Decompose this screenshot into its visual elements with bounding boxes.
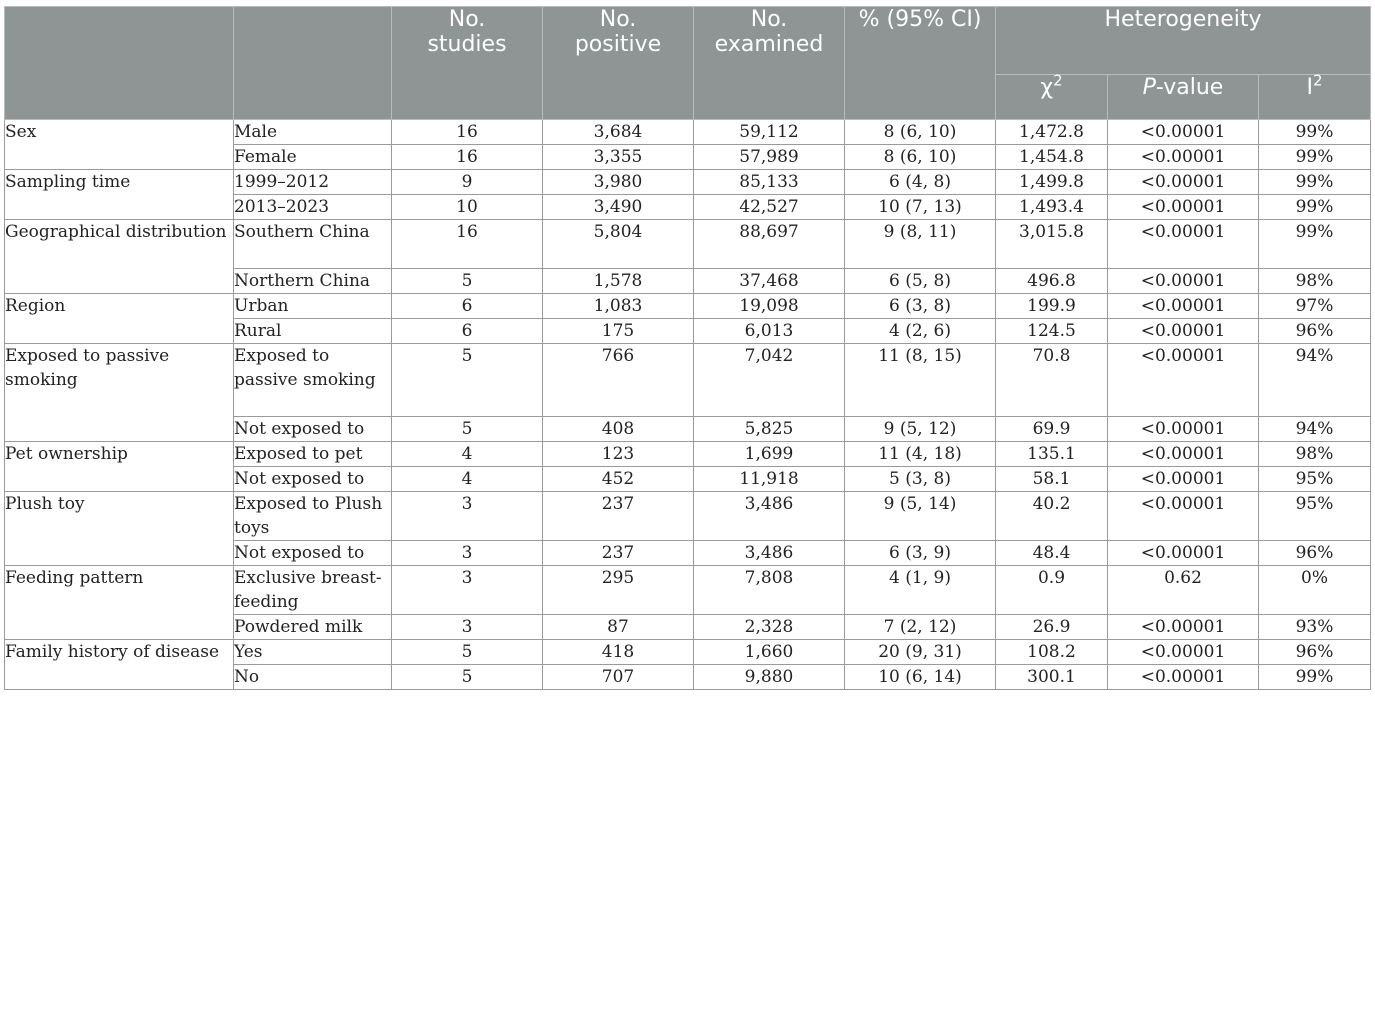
cell-i-squared: 96% [1259,541,1371,566]
cell-chi-square: 1,454.8 [996,145,1108,170]
cell-percent-ci: 11 (4, 18) [845,442,996,467]
cell-i-squared: 94% [1259,417,1371,442]
subgroup-label: Exposed to Plush toys [234,492,392,541]
cell-p-value: <0.00001 [1108,294,1259,319]
chi-symbol: χ [1040,75,1054,100]
cell-i-squared: 97% [1259,294,1371,319]
subgroup-label: 1999–2012 [234,170,392,195]
cell-p-value: <0.00001 [1108,220,1259,269]
cell-p-value: <0.00001 [1108,195,1259,220]
subgroup-label: Male [234,120,392,145]
cell-positive: 237 [543,492,694,541]
cell-positive: 295 [543,566,694,615]
cell-percent-ci: 6 (3, 8) [845,294,996,319]
cell-examined: 57,989 [694,145,845,170]
group-label: Region [5,294,234,344]
cell-i-squared: 99% [1259,170,1371,195]
subgroup-label: Exposed to passive smoking [234,344,392,417]
cell-p-value: <0.00001 [1108,344,1259,417]
cell-studies: 16 [392,145,543,170]
cell-chi-square: 199.9 [996,294,1108,319]
cell-percent-ci: 10 (7, 13) [845,195,996,220]
cell-chi-square: 1,472.8 [996,120,1108,145]
cell-percent-ci: 5 (3, 8) [845,467,996,492]
cell-studies: 4 [392,467,543,492]
cell-percent-ci: 4 (2, 6) [845,319,996,344]
cell-chi-square: 496.8 [996,269,1108,294]
header-no-positive-line2: positive [574,32,662,57]
cell-examined: 37,468 [694,269,845,294]
cell-positive: 418 [543,640,694,665]
cell-i-squared: 99% [1259,120,1371,145]
cell-p-value: <0.00001 [1108,269,1259,294]
group-label: Family history of disease [5,640,234,690]
cell-studies: 3 [392,615,543,640]
cell-i-squared: 98% [1259,269,1371,294]
group-label: Sex [5,120,234,170]
header-blank-category [5,7,234,120]
cell-percent-ci: 9 (5, 12) [845,417,996,442]
cell-p-value: <0.00001 [1108,417,1259,442]
i-symbol: I [1306,75,1313,100]
cell-positive: 408 [543,417,694,442]
header-i-squared [1259,71,1371,120]
cell-p-value: <0.00001 [1108,541,1259,566]
header-blank-subgroup [234,7,392,120]
cell-positive: 5,804 [543,220,694,269]
header-no-examined-line1: No. [750,7,788,32]
cell-chi-square: 108.2 [996,640,1108,665]
group-label: Plush toy [5,492,234,566]
cell-examined: 5,825 [694,417,845,442]
cell-i-squared: 94% [1259,344,1371,417]
cell-chi-square: 40.2 [996,492,1108,541]
cell-i-squared: 99% [1259,145,1371,170]
cell-positive: 175 [543,319,694,344]
subgroup-label: Female [234,145,392,170]
cell-p-value: 0.62 [1108,566,1259,615]
cell-i-squared: 99% [1259,195,1371,220]
cell-examined: 3,486 [694,541,845,566]
cell-chi-square: 1,493.4 [996,195,1108,220]
table-row [5,492,1371,541]
cell-i-squared: 95% [1259,492,1371,541]
cell-chi-square: 69.9 [996,417,1108,442]
table-row [5,220,1371,269]
cell-chi-square: 58.1 [996,467,1108,492]
cell-percent-ci: 6 (5, 8) [845,269,996,294]
subgroup-label: 2013–2023 [234,195,392,220]
cell-chi-square: 0.9 [996,566,1108,615]
cell-p-value: <0.00001 [1108,615,1259,640]
cell-percent-ci: 20 (9, 31) [845,640,996,665]
group-label: Pet ownership [5,442,234,492]
group-label: Geographical distribution [5,220,234,294]
cell-studies: 16 [392,220,543,269]
cell-examined: 1,699 [694,442,845,467]
cell-studies: 5 [392,665,543,690]
cell-p-value: <0.00001 [1108,467,1259,492]
cell-studies: 10 [392,195,543,220]
cell-i-squared: 95% [1259,467,1371,492]
cell-percent-ci: 7 (2, 12) [845,615,996,640]
table-row [5,294,1371,319]
cell-examined: 19,098 [694,294,845,319]
header-heterogeneity: Heterogeneity [996,7,1371,75]
cell-studies: 4 [392,442,543,467]
header-no-studies-line1: No. [448,7,486,32]
cell-percent-ci: 4 (1, 9) [845,566,996,615]
cell-studies: 3 [392,566,543,615]
cell-examined: 6,013 [694,319,845,344]
table-header [5,7,1371,120]
chi-superscript: 2 [1053,71,1063,90]
subgroup-label: Exclusive breast-feeding [234,566,392,615]
cell-examined: 3,486 [694,492,845,541]
cell-studies: 3 [392,492,543,541]
cell-studies: 5 [392,269,543,294]
cell-percent-ci: 6 (3, 9) [845,541,996,566]
cell-studies: 16 [392,120,543,145]
table-row [5,344,1371,417]
header-no-positive-line1: No. [599,7,637,32]
cell-chi-square: 124.5 [996,319,1108,344]
subgroup-label: No [234,665,392,690]
cell-percent-ci: 10 (6, 14) [845,665,996,690]
table-row [5,640,1371,665]
cell-chi-square: 135.1 [996,442,1108,467]
cell-studies: 5 [392,640,543,665]
cell-positive: 87 [543,615,694,640]
cell-examined: 7,042 [694,344,845,417]
subgroup-label: Southern China [234,220,392,269]
cell-studies: 6 [392,319,543,344]
cell-positive: 3,355 [543,145,694,170]
cell-p-value: <0.00001 [1108,665,1259,690]
cell-chi-square: 70.8 [996,344,1108,417]
cell-examined: 1,660 [694,640,845,665]
subgroup-label: Urban [234,294,392,319]
subgroup-label: Not exposed to [234,541,392,566]
table-row [5,170,1371,195]
cell-percent-ci: 6 (4, 8) [845,170,996,195]
subgroup-analysis-table [4,6,1371,690]
cell-examined: 88,697 [694,220,845,269]
cell-studies: 5 [392,344,543,417]
cell-i-squared: 98% [1259,442,1371,467]
cell-examined: 85,133 [694,170,845,195]
subgroup-label: Yes [234,640,392,665]
subgroup-label: Not exposed to [234,417,392,442]
subgroup-label: Northern China [234,269,392,294]
cell-i-squared: 96% [1259,640,1371,665]
cell-examined: 11,918 [694,467,845,492]
i-superscript: 2 [1312,71,1323,90]
group-label: Exposed to passive smoking [5,344,234,442]
cell-i-squared: 0% [1259,566,1371,615]
p-rest: -value [1155,75,1224,100]
cell-chi-square: 300.1 [996,665,1108,690]
subgroup-label: Exposed to pet [234,442,392,467]
subgroup-label: Rural [234,319,392,344]
cell-examined: 7,808 [694,566,845,615]
cell-examined: 59,112 [694,120,845,145]
group-label: Feeding pattern [5,566,234,640]
cell-percent-ci: 9 (5, 14) [845,492,996,541]
cell-p-value: <0.00001 [1108,170,1259,195]
cell-positive: 707 [543,665,694,690]
cell-percent-ci: 8 (6, 10) [845,145,996,170]
table-row [5,442,1371,467]
cell-positive: 452 [543,467,694,492]
table-body [5,120,1371,690]
p-italic: P [1142,75,1156,100]
cell-i-squared: 96% [1259,319,1371,344]
cell-positive: 1,083 [543,294,694,319]
cell-examined: 9,880 [694,665,845,690]
cell-percent-ci: 11 (8, 15) [845,344,996,417]
cell-studies: 6 [392,294,543,319]
header-no-examined [694,7,845,120]
header-chi-square [996,71,1108,120]
cell-positive: 3,684 [543,120,694,145]
cell-p-value: <0.00001 [1108,640,1259,665]
subgroup-label: Not exposed to [234,467,392,492]
cell-p-value: <0.00001 [1108,145,1259,170]
cell-positive: 1,578 [543,269,694,294]
header-no-studies-line2: studies [427,32,507,57]
header-no-examined-line2: examined [714,32,824,57]
cell-i-squared: 99% [1259,220,1371,269]
cell-chi-square: 3,015.8 [996,220,1108,269]
group-label: Sampling time [5,170,234,220]
cell-percent-ci: 8 (6, 10) [845,120,996,145]
table-row [5,566,1371,615]
cell-positive: 123 [543,442,694,467]
cell-examined: 2,328 [694,615,845,640]
cell-i-squared: 93% [1259,615,1371,640]
cell-i-squared: 99% [1259,665,1371,690]
cell-p-value: <0.00001 [1108,492,1259,541]
cell-positive: 237 [543,541,694,566]
cell-studies: 9 [392,170,543,195]
cell-chi-square: 26.9 [996,615,1108,640]
cell-examined: 42,527 [694,195,845,220]
header-no-positive [543,7,694,120]
cell-p-value: <0.00001 [1108,442,1259,467]
cell-studies: 5 [392,417,543,442]
cell-positive: 3,490 [543,195,694,220]
header-p-value [1108,75,1259,120]
cell-p-value: <0.00001 [1108,319,1259,344]
subgroup-label: Powdered milk [234,615,392,640]
table-row [5,120,1371,145]
cell-studies: 3 [392,541,543,566]
cell-positive: 3,980 [543,170,694,195]
header-no-studies [392,7,543,120]
cell-percent-ci: 9 (8, 11) [845,220,996,269]
cell-positive: 766 [543,344,694,417]
cell-p-value: <0.00001 [1108,120,1259,145]
cell-chi-square: 48.4 [996,541,1108,566]
header-percent-ci: % (95% CI) [845,7,996,120]
cell-chi-square: 1,499.8 [996,170,1108,195]
